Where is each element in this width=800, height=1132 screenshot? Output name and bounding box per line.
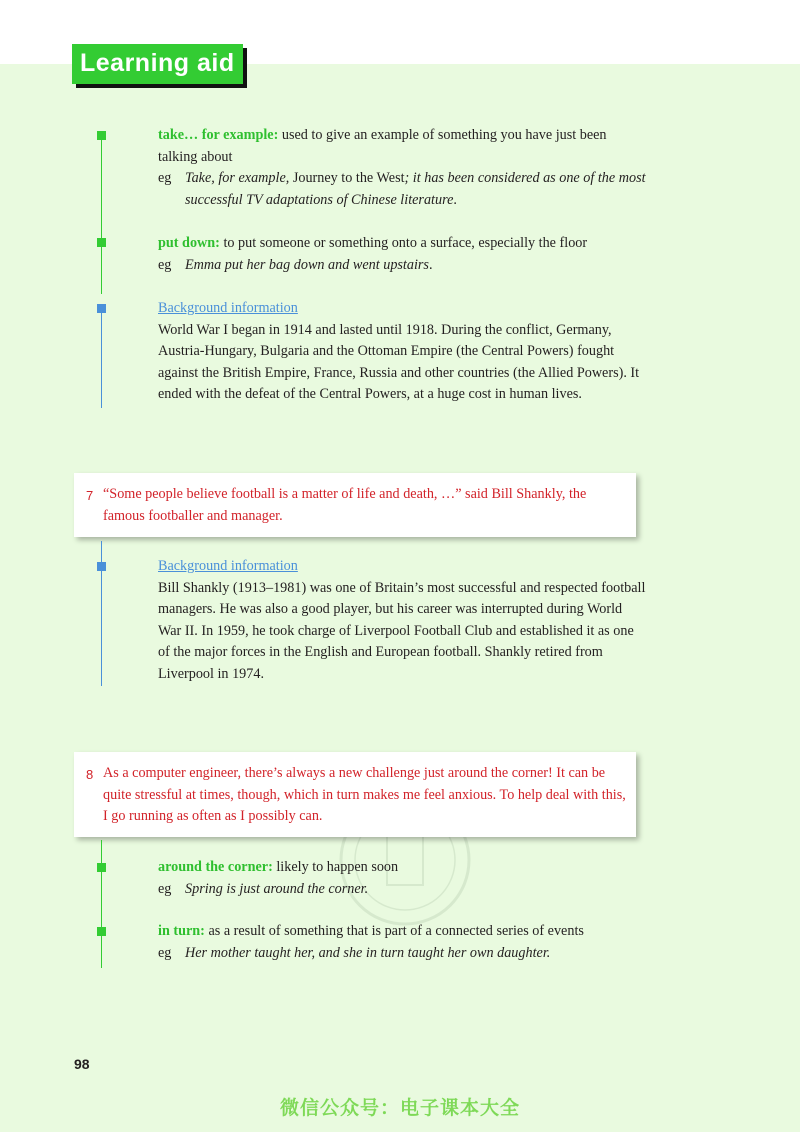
entry-take-for-example — [158, 125, 648, 211]
background-marker — [97, 562, 106, 571]
timeline-line — [101, 840, 102, 968]
example-title: Journey to the West — [292, 170, 405, 186]
example-end: . — [453, 191, 457, 208]
entry-put-down — [158, 233, 648, 276]
term-label: around the corner: — [158, 859, 273, 875]
eg-label: eg — [158, 256, 172, 273]
background-info-shankly — [158, 556, 648, 685]
example-text: ; it has been considered as one of the most successful TV adaptations of Chinese literature — [185, 170, 646, 208]
quote-number: 7 — [86, 488, 94, 503]
timeline-line — [101, 304, 102, 408]
definition — [158, 125, 648, 168]
definition-text: to put someone or something onto a surface, especially the floor — [219, 235, 588, 251]
footer-watermark: 微信公众号：电子课本大全 — [279, 1097, 520, 1119]
eg-label: eg — [158, 170, 172, 186]
background-text: Bill Shankly (1913–1981) was one of Britain’s most successful and respected football managers. He was also a good player, but his career was interrupted during World War II. In 1959, he took charge of Liverpool Football Club and established it as one of the major forces in the English and European football. Shankly retired from Liverpool in 1974. — [158, 579, 646, 682]
term-marker — [97, 131, 106, 140]
term-marker — [97, 927, 106, 936]
term-label: take… for example: — [158, 127, 279, 143]
definition-text: likely to happen soon — [272, 859, 399, 875]
term-label: in turn: — [158, 923, 205, 939]
example — [158, 255, 648, 277]
term-label: put down: — [158, 235, 220, 251]
example — [158, 168, 648, 211]
definition — [158, 921, 648, 943]
example — [158, 879, 648, 901]
definition — [158, 857, 648, 879]
definition-text: as a result of something that is part of a connected series of events — [204, 923, 584, 939]
example-text: Emma put her bag down and went upstairs — [185, 256, 429, 273]
eg-label: eg — [158, 880, 172, 897]
example-end: . — [428, 256, 433, 273]
background-text: World War I began in 1914 and lasted until 1918. During the conflict, Germany, Austria-Hungary, Bulgaria and the Ottoman Empire (the Central Powers) fought against the British Empire, France, Russia and other countries (the Allied Powers). It ended with the defeat of the Central Powers, at a huge cost in human lives. — [158, 321, 640, 402]
page-number: 98 — [74, 1056, 90, 1072]
term-marker — [97, 863, 106, 872]
eg-label: eg — [158, 944, 172, 961]
quote-box-7 — [74, 473, 636, 537]
entry-in-turn — [158, 921, 648, 964]
entry-around-the-corner — [158, 857, 648, 900]
quote-box-8 — [74, 752, 636, 837]
example — [158, 943, 648, 965]
background-marker — [97, 304, 106, 313]
definition-text: used to give an example of something you have just been talking about — [158, 127, 607, 165]
term-marker — [97, 238, 106, 247]
background-title: Background information — [158, 300, 298, 316]
section-title: Learning aid — [72, 44, 243, 84]
background-info-ww1 — [158, 298, 648, 406]
quote-text: As a computer engineer, there’s always a new challenge just around the corner! It can be quite stressful at times, though, which in turn makes me feel anxious. To help deal with this, I go running as often as I possibly can. — [103, 765, 626, 824]
example-text: Her mother taught her, and she in turn taught her own daughter. — [185, 944, 551, 961]
definition — [158, 233, 648, 255]
quote-number: 8 — [86, 767, 94, 782]
background-title: Background information — [158, 558, 298, 574]
quote-text: “Some people believe football is a matter of life and death, …” said Bill Shankly, the famous footballer and manager. — [103, 486, 587, 524]
timeline-line — [101, 131, 102, 294]
example-text: Take, for example, — [185, 170, 293, 186]
example-text: Spring is just around the corner. — [185, 880, 369, 897]
